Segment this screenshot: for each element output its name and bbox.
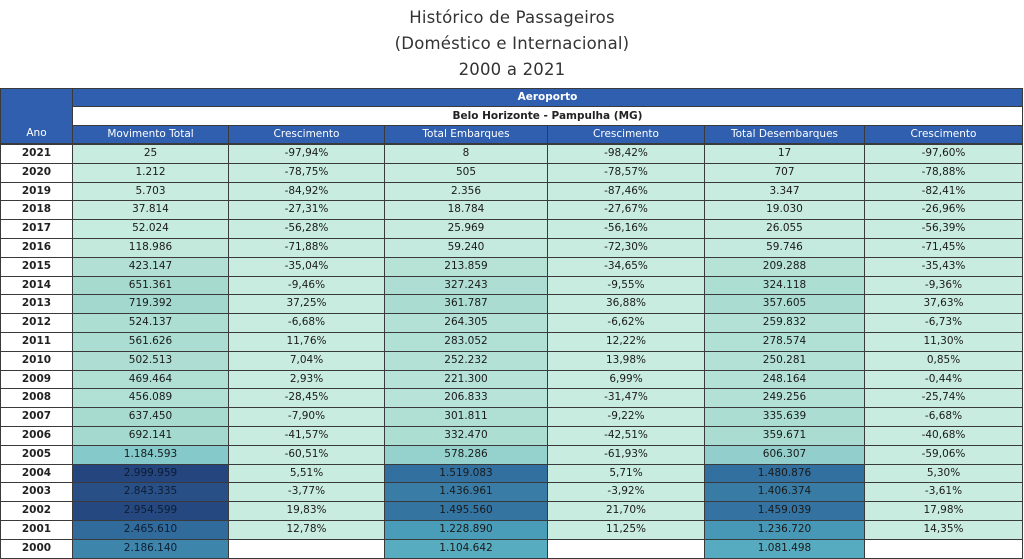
crescimento-movimento-cell: -3,77% (228, 482, 385, 502)
crescimento-movimento-cell: -78,75% (228, 163, 385, 183)
crescimento-embarques-cell: 13,98% (547, 351, 705, 371)
airport-name-header: Belo Horizonte - Pampulha (MG) (72, 106, 1023, 126)
chart-title-line-2: (Doméstico e Internacional) (394, 34, 630, 53)
movimento-total-cell: 25 (72, 144, 229, 164)
total-embarques-cell: 213.859 (384, 257, 548, 277)
total-desembarques-cell: 1.236.720 (704, 520, 865, 540)
crescimento-embarques-cell: 6,99% (547, 370, 705, 390)
column-header[interactable]: Crescimento (864, 125, 1023, 144)
total-embarques-cell: 505 (384, 163, 548, 183)
ano-cell: 2000 (0, 539, 73, 559)
crescimento-movimento-cell: 11,76% (228, 332, 385, 352)
total-embarques-cell: 332.470 (384, 426, 548, 446)
movimento-total-cell: 5.703 (72, 182, 229, 202)
aeroporto-group-header: Aeroporto (72, 88, 1023, 107)
crescimento-embarques-cell: -78,57% (547, 163, 705, 183)
crescimento-desembarques-cell: -56,39% (864, 219, 1023, 239)
column-header[interactable]: Total Desembarques (704, 125, 865, 144)
total-desembarques-cell: 359.671 (704, 426, 865, 446)
total-desembarques-cell: 250.281 (704, 351, 865, 371)
total-desembarques-cell: 249.256 (704, 388, 865, 408)
ano-cell: 2007 (0, 407, 73, 427)
total-desembarques-cell: 59.746 (704, 238, 865, 258)
total-embarques-cell: 206.833 (384, 388, 548, 408)
crescimento-embarques-cell: -72,30% (547, 238, 705, 258)
total-desembarques-cell: 248.164 (704, 370, 865, 390)
crescimento-desembarques-cell: -26,96% (864, 200, 1023, 220)
column-header[interactable]: Total Embarques (384, 125, 548, 144)
ano-cell: 2002 (0, 501, 73, 521)
crescimento-embarques-cell: -56,16% (547, 219, 705, 239)
crescimento-embarques-cell: -34,65% (547, 257, 705, 277)
crescimento-movimento-cell: -41,57% (228, 426, 385, 446)
ano-cell: 2020 (0, 163, 73, 183)
ano-cell: 2005 (0, 445, 73, 465)
total-desembarques-cell: 26.055 (704, 219, 865, 239)
crescimento-movimento-cell: -60,51% (228, 445, 385, 465)
crescimento-desembarques-cell: -40,68% (864, 426, 1023, 446)
movimento-total-cell: 2.954.599 (72, 501, 229, 521)
total-embarques-cell: 252.232 (384, 351, 548, 371)
movimento-total-cell: 37.814 (72, 200, 229, 220)
movimento-total-cell: 2.843.335 (72, 482, 229, 502)
total-desembarques-cell: 335.639 (704, 407, 865, 427)
crescimento-embarques-cell: 36,88% (547, 294, 705, 314)
crescimento-embarques-cell: -61,93% (547, 445, 705, 465)
crescimento-movimento-cell: 7,04% (228, 351, 385, 371)
total-embarques-cell: 264.305 (384, 313, 548, 333)
total-embarques-cell: 361.787 (384, 294, 548, 314)
crescimento-movimento-cell: -6,68% (228, 313, 385, 333)
crescimento-embarques-cell: -6,62% (547, 313, 705, 333)
ano-cell: 2018 (0, 200, 73, 220)
movimento-total-cell: 469.464 (72, 370, 229, 390)
crescimento-desembarques-cell: -35,43% (864, 257, 1023, 277)
crescimento-desembarques-cell: 0,85% (864, 351, 1023, 371)
crescimento-embarques-cell: 11,25% (547, 520, 705, 540)
crescimento-desembarques-cell: 5,30% (864, 464, 1023, 484)
total-desembarques-cell: 1.459.039 (704, 501, 865, 521)
movimento-total-cell: 1.184.593 (72, 445, 229, 465)
crescimento-embarques-cell: -27,67% (547, 200, 705, 220)
crescimento-movimento-cell: -71,88% (228, 238, 385, 258)
total-embarques-cell: 221.300 (384, 370, 548, 390)
ano-cell: 2017 (0, 219, 73, 239)
ano-cell: 2009 (0, 370, 73, 390)
crescimento-embarques-cell: -42,51% (547, 426, 705, 446)
ano-cell: 2019 (0, 182, 73, 202)
crescimento-movimento-cell: 12,78% (228, 520, 385, 540)
crescimento-movimento-cell: 37,25% (228, 294, 385, 314)
crescimento-desembarques-cell: 11,30% (864, 332, 1023, 352)
crescimento-desembarques-cell: -9,36% (864, 276, 1023, 296)
ano-cell: 2003 (0, 482, 73, 502)
crescimento-desembarques-cell: -25,74% (864, 388, 1023, 408)
column-header[interactable]: Crescimento (228, 125, 385, 144)
crescimento-desembarques-cell: 17,98% (864, 501, 1023, 521)
movimento-total-cell: 423.147 (72, 257, 229, 277)
ano-cell: 2021 (0, 144, 73, 164)
movimento-total-cell: 502.513 (72, 351, 229, 371)
movimento-total-cell: 118.986 (72, 238, 229, 258)
crescimento-desembarques-cell: -97,60% (864, 144, 1023, 164)
ano-cell: 2008 (0, 388, 73, 408)
ano-column-header: Ano (0, 125, 73, 144)
crescimento-embarques-cell (547, 539, 705, 559)
total-desembarques-cell: 324.118 (704, 276, 865, 296)
movimento-total-cell: 524.137 (72, 313, 229, 333)
total-desembarques-cell: 606.307 (704, 445, 865, 465)
crescimento-movimento-cell: -35,04% (228, 257, 385, 277)
crescimento-desembarques-cell: -3,61% (864, 482, 1023, 502)
movimento-total-cell: 2.465.610 (72, 520, 229, 540)
movimento-total-cell: 692.141 (72, 426, 229, 446)
crescimento-desembarques-cell: -6,73% (864, 313, 1023, 333)
total-embarques-cell: 1.519.083 (384, 464, 548, 484)
crescimento-desembarques-cell: 14,35% (864, 520, 1023, 540)
ano-cell: 2016 (0, 238, 73, 258)
ano-cell: 2006 (0, 426, 73, 446)
total-desembarques-cell: 707 (704, 163, 865, 183)
crescimento-movimento-cell: -84,92% (228, 182, 385, 202)
total-desembarques-cell: 3.347 (704, 182, 865, 202)
total-embarques-cell: 8 (384, 144, 548, 164)
crescimento-embarques-cell: -9,22% (547, 407, 705, 427)
total-desembarques-cell: 1.406.374 (704, 482, 865, 502)
total-desembarques-cell: 1.081.498 (704, 539, 865, 559)
crescimento-desembarques-cell (864, 539, 1023, 559)
movimento-total-cell: 456.089 (72, 388, 229, 408)
crescimento-desembarques-cell: -71,45% (864, 238, 1023, 258)
ano-cell: 2001 (0, 520, 73, 540)
total-embarques-cell: 1.495.560 (384, 501, 548, 521)
movimento-total-cell: 2.186.140 (72, 539, 229, 559)
crescimento-embarques-cell: -3,92% (547, 482, 705, 502)
total-embarques-cell: 1.228.890 (384, 520, 548, 540)
total-desembarques-cell: 209.288 (704, 257, 865, 277)
total-embarques-cell: 1.104.642 (384, 539, 548, 559)
total-desembarques-cell: 19.030 (704, 200, 865, 220)
total-embarques-cell: 25.969 (384, 219, 548, 239)
movimento-total-cell: 637.450 (72, 407, 229, 427)
crescimento-movimento-cell: -27,31% (228, 200, 385, 220)
crescimento-movimento-cell: 5,51% (228, 464, 385, 484)
movimento-total-cell: 561.626 (72, 332, 229, 352)
column-header[interactable]: Crescimento (547, 125, 705, 144)
crescimento-embarques-cell: 5,71% (547, 464, 705, 484)
movimento-total-cell: 52.024 (72, 219, 229, 239)
total-embarques-cell: 2.356 (384, 182, 548, 202)
crescimento-desembarques-cell: 37,63% (864, 294, 1023, 314)
total-desembarques-cell: 1.480.876 (704, 464, 865, 484)
crescimento-movimento-cell: 19,83% (228, 501, 385, 521)
crescimento-movimento-cell: -56,28% (228, 219, 385, 239)
total-embarques-cell: 301.811 (384, 407, 548, 427)
movimento-total-cell: 719.392 (72, 294, 229, 314)
total-embarques-cell: 283.052 (384, 332, 548, 352)
crescimento-movimento-cell: -7,90% (228, 407, 385, 427)
chart-title-line-1: Histórico de Passageiros (409, 8, 615, 27)
crescimento-embarques-cell: -31,47% (547, 388, 705, 408)
crescimento-movimento-cell (228, 539, 385, 559)
crescimento-movimento-cell: 2,93% (228, 370, 385, 390)
crescimento-desembarques-cell: -6,68% (864, 407, 1023, 427)
crescimento-desembarques-cell: -0,44% (864, 370, 1023, 390)
ano-cell: 2014 (0, 276, 73, 296)
ano-cell: 2010 (0, 351, 73, 371)
total-desembarques-cell: 357.605 (704, 294, 865, 314)
crescimento-embarques-cell: -98,42% (547, 144, 705, 164)
ano-cell: 2013 (0, 294, 73, 314)
total-desembarques-cell: 17 (704, 144, 865, 164)
movimento-total-cell: 1.212 (72, 163, 229, 183)
crescimento-movimento-cell: -9,46% (228, 276, 385, 296)
total-embarques-cell: 578.286 (384, 445, 548, 465)
movimento-total-cell: 2.999.959 (72, 464, 229, 484)
ano-cell: 2004 (0, 464, 73, 484)
crescimento-desembarques-cell: -59,06% (864, 445, 1023, 465)
total-embarques-cell: 1.436.961 (384, 482, 548, 502)
total-desembarques-cell: 278.574 (704, 332, 865, 352)
crescimento-embarques-cell: 21,70% (547, 501, 705, 521)
total-embarques-cell: 327.243 (384, 276, 548, 296)
crescimento-embarques-cell: -9,55% (547, 276, 705, 296)
crescimento-movimento-cell: -97,94% (228, 144, 385, 164)
crescimento-desembarques-cell: -82,41% (864, 182, 1023, 202)
crescimento-desembarques-cell: -78,88% (864, 163, 1023, 183)
ano-cell: 2012 (0, 313, 73, 333)
ano-cell: 2015 (0, 257, 73, 277)
ano-cell: 2011 (0, 332, 73, 352)
crescimento-embarques-cell: -87,46% (547, 182, 705, 202)
column-header[interactable]: Movimento Total (72, 125, 229, 144)
total-desembarques-cell: 259.832 (704, 313, 865, 333)
chart-title-line-3: 2000 a 2021 (458, 60, 566, 79)
crescimento-movimento-cell: -28,45% (228, 388, 385, 408)
total-embarques-cell: 59.240 (384, 238, 548, 258)
movimento-total-cell: 651.361 (72, 276, 229, 296)
crescimento-embarques-cell: 12,22% (547, 332, 705, 352)
total-embarques-cell: 18.784 (384, 200, 548, 220)
